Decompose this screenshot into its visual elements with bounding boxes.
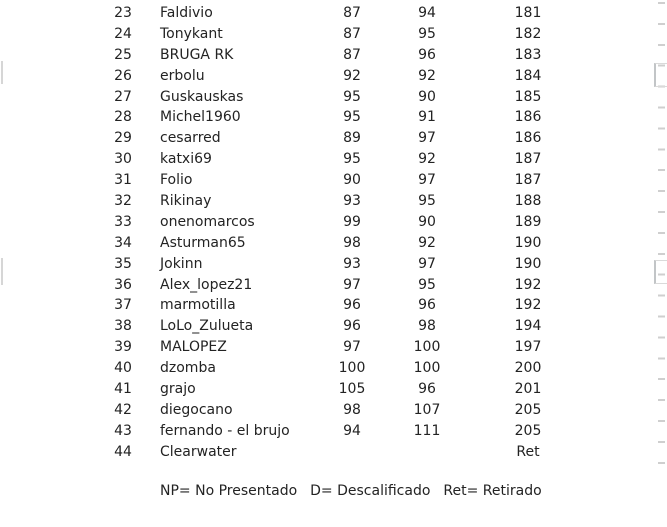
- rank-cell: 37: [114, 297, 132, 314]
- rank-cell: 36: [114, 276, 132, 293]
- score2-cell: 91: [418, 109, 436, 126]
- score1-cell: 89: [343, 130, 361, 147]
- rank-cell: 38: [114, 318, 132, 335]
- score2-cell: 90: [418, 213, 436, 230]
- score1-cell: 94: [343, 422, 361, 439]
- rank-cell: 27: [114, 88, 132, 105]
- rank-cell: 42: [114, 401, 132, 418]
- player-name-cell: LoLo_Zulueta: [160, 318, 254, 335]
- score1-cell: 95: [343, 151, 361, 168]
- score2-cell: 96: [418, 297, 436, 314]
- player-name-cell: Asturman65: [160, 234, 246, 251]
- rank-cell: 33: [114, 213, 132, 230]
- score2-cell: 100: [413, 339, 441, 356]
- player-name-cell: Clearwater: [160, 443, 237, 460]
- table-row: [0, 316, 600, 337]
- table-row: [0, 421, 600, 442]
- player-name-cell: Guskauskas: [160, 88, 244, 105]
- player-name-cell: diegocano: [160, 401, 233, 418]
- total-cell: 201: [514, 381, 542, 398]
- total-cell: 187: [514, 172, 542, 189]
- total-cell: 197: [514, 339, 542, 356]
- score1-cell: 87: [343, 25, 361, 42]
- score2-cell: 92: [418, 234, 436, 251]
- table-row: [0, 233, 600, 254]
- score1-cell: 96: [343, 297, 361, 314]
- rank-cell: 23: [114, 5, 132, 21]
- score2-cell: 95: [418, 276, 436, 293]
- table-row: [0, 379, 600, 400]
- total-cell: 192: [514, 276, 542, 293]
- player-name-cell: MALOPEZ: [160, 339, 227, 356]
- results-table: [0, 3, 600, 463]
- total-cell: 192: [514, 297, 542, 314]
- table-row: [0, 66, 600, 87]
- player-name-cell: marmotilla: [160, 297, 236, 314]
- rank-cell: 25: [114, 46, 132, 63]
- score1-cell: 87: [343, 46, 361, 63]
- table-row: [0, 254, 600, 275]
- rank-cell: 31: [114, 172, 132, 189]
- total-cell: 186: [514, 130, 542, 147]
- score2-cell: 94: [418, 5, 436, 21]
- score2-cell: 96: [418, 46, 436, 63]
- rank-cell: 41: [114, 381, 132, 398]
- total-cell: 181: [514, 5, 542, 21]
- total-cell: 205: [514, 422, 542, 439]
- table-row: [0, 87, 600, 108]
- total-cell: 188: [514, 193, 542, 210]
- total-cell: 190: [514, 255, 542, 272]
- total-cell: Ret: [516, 443, 540, 460]
- legend-ret: Ret= Retirado: [443, 483, 542, 499]
- total-cell: 186: [514, 109, 542, 126]
- legend: [160, 483, 542, 499]
- rank-cell: 32: [114, 193, 132, 210]
- legend-np: NP= No Presentado: [160, 483, 298, 499]
- score1-cell: 87: [343, 5, 361, 21]
- table-row: [0, 45, 600, 66]
- page-edge-line: [1, 61, 3, 84]
- score1-cell: 98: [343, 401, 361, 418]
- player-name-cell: BRUGA RK: [160, 46, 234, 63]
- score2-cell: 95: [418, 193, 436, 210]
- player-name-cell: cesarred: [160, 130, 221, 147]
- score1-cell: 90: [343, 172, 361, 189]
- score2-cell: 92: [418, 67, 436, 84]
- player-name-cell: fernando - el brujo: [160, 422, 290, 439]
- rank-cell: 28: [114, 109, 132, 126]
- score1-cell: 96: [343, 318, 361, 335]
- page-edge-bracket: [654, 63, 667, 87]
- table-row: [0, 358, 600, 379]
- score1-cell: 93: [343, 193, 361, 210]
- score2-cell: 90: [418, 88, 436, 105]
- player-name-cell: onenomarcos: [160, 213, 255, 230]
- score2-cell: 98: [418, 318, 436, 335]
- score1-cell: 99: [343, 213, 361, 230]
- score1-cell: 95: [343, 88, 361, 105]
- table-row: [0, 442, 600, 463]
- table-row: [0, 107, 600, 128]
- rank-cell: 34: [114, 234, 132, 251]
- total-cell: 185: [514, 88, 542, 105]
- table-row: [0, 400, 600, 421]
- total-cell: 184: [514, 67, 542, 84]
- score1-cell: 98: [343, 234, 361, 251]
- player-name-cell: katxi69: [160, 151, 212, 168]
- rank-cell: 26: [114, 67, 132, 84]
- total-cell: 194: [514, 318, 542, 335]
- score2-cell: 97: [418, 130, 436, 147]
- table-row: [0, 149, 600, 170]
- table-row: [0, 24, 600, 45]
- score1-cell: 95: [343, 109, 361, 126]
- total-cell: 205: [514, 401, 542, 418]
- score2-cell: 111: [413, 422, 441, 439]
- score1-cell: 105: [338, 381, 366, 398]
- player-name-cell: erbolu: [160, 67, 205, 84]
- rank-cell: 44: [114, 443, 132, 460]
- player-name-cell: Michel1960: [160, 109, 241, 126]
- legend-d: D= Descalificado: [310, 483, 431, 499]
- table-row: [0, 212, 600, 233]
- table-row: [0, 170, 600, 191]
- table-row: [0, 337, 600, 358]
- total-cell: 182: [514, 25, 542, 42]
- score2-cell: 100: [413, 360, 441, 377]
- table-row: [0, 275, 600, 296]
- table-row: [0, 3, 600, 24]
- table-row: [0, 295, 600, 316]
- player-name-cell: Rikinay: [160, 193, 212, 210]
- score1-cell: 100: [338, 360, 366, 377]
- rank-cell: 40: [114, 360, 132, 377]
- score2-cell: 97: [418, 172, 436, 189]
- rank-cell: 35: [114, 255, 132, 272]
- player-name-cell: grajo: [160, 381, 196, 398]
- page-edge-line: [1, 258, 3, 285]
- player-name-cell: Tonykant: [160, 25, 223, 42]
- table-row: [0, 191, 600, 212]
- score1-cell: 97: [343, 339, 361, 356]
- score1-cell: 93: [343, 255, 361, 272]
- score1-cell: 92: [343, 67, 361, 84]
- rank-cell: 24: [114, 25, 132, 42]
- rank-cell: 29: [114, 130, 132, 147]
- player-name-cell: dzomba: [160, 360, 216, 377]
- score2-cell: 107: [413, 401, 441, 418]
- table-row: [0, 128, 600, 149]
- total-cell: 187: [514, 151, 542, 168]
- rank-cell: 43: [114, 422, 132, 439]
- rank-cell: 30: [114, 151, 132, 168]
- score2-cell: 97: [418, 255, 436, 272]
- player-name-cell: Jokinn: [160, 255, 203, 272]
- player-name-cell: Folio: [160, 172, 193, 189]
- score2-cell: 92: [418, 151, 436, 168]
- total-cell: 190: [514, 234, 542, 251]
- score2-cell: 95: [418, 25, 436, 42]
- player-name-cell: Alex_lopez21: [160, 276, 253, 293]
- player-name-cell: Faldivio: [160, 5, 213, 21]
- score2-cell: 96: [418, 381, 436, 398]
- total-cell: 183: [514, 46, 542, 63]
- page-edge-bracket: [654, 260, 667, 284]
- score1-cell: 97: [343, 276, 361, 293]
- total-cell: 200: [514, 360, 542, 377]
- total-cell: 189: [514, 213, 542, 230]
- rank-cell: 39: [114, 339, 132, 356]
